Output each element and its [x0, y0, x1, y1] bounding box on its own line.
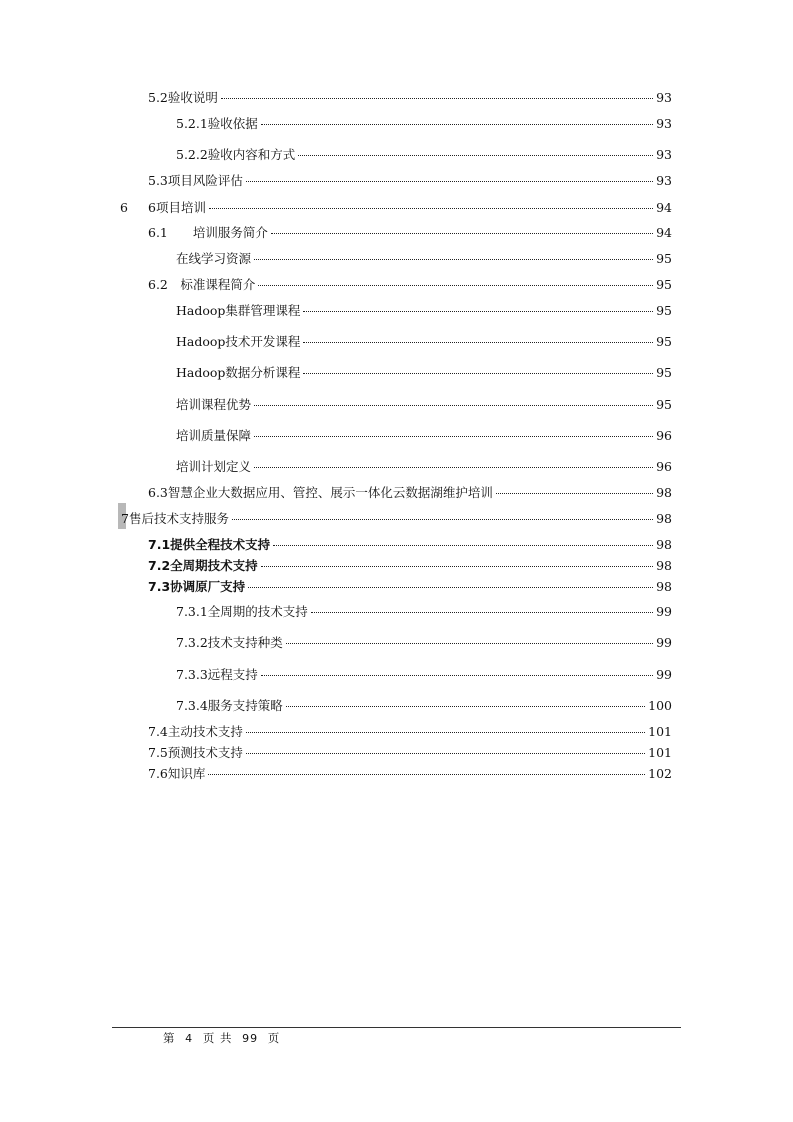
toc-title: 7.4主动技术支持 — [148, 724, 243, 739]
toc-page: 98 — [656, 579, 672, 594]
toc-page: 98 — [656, 537, 672, 552]
toc-title: 6.2 标准课程简介 — [148, 277, 256, 292]
toc-page: 93 — [656, 147, 672, 162]
toc-page: 95 — [656, 251, 672, 266]
toc-page: 95 — [656, 365, 672, 380]
toc-title: 7.3.4服务支持策略 — [176, 698, 283, 713]
toc-page: 96 — [656, 459, 672, 474]
toc-page: 96 — [656, 428, 672, 443]
toc-title: 7.6知识库 — [148, 766, 206, 781]
toc-title: 在线学习资源 — [176, 251, 252, 266]
toc-entry[interactable] — [176, 667, 672, 683]
toc-page: 102 — [648, 766, 672, 781]
chapter-number: 6 — [120, 200, 128, 215]
toc-page: 98 — [656, 558, 672, 573]
toc-leader — [261, 124, 653, 125]
toc-entry[interactable] — [148, 537, 672, 553]
toc-leader — [286, 643, 653, 644]
footer-suffix: 页 — [267, 1031, 281, 1045]
toc-leader — [298, 155, 653, 156]
toc-title: 培训计划定义 — [176, 459, 252, 474]
toc-page: 100 — [648, 698, 672, 713]
toc-page: 99 — [656, 667, 672, 682]
toc-page: 98 — [656, 511, 672, 526]
toc-page: 98 — [656, 485, 672, 500]
toc-page: 99 — [656, 635, 672, 650]
toc-entry[interactable] — [176, 698, 672, 714]
toc-title: 7.3.3远程支持 — [176, 667, 258, 682]
toc-entry[interactable] — [148, 745, 672, 761]
toc-leader — [254, 259, 653, 260]
toc-leader — [286, 706, 645, 707]
toc-page: 95 — [656, 334, 672, 349]
toc-title: 7.1提供全程技术支持 — [148, 537, 271, 552]
toc-entry[interactable] — [148, 173, 672, 189]
toc-entry[interactable] — [148, 90, 672, 106]
toc-entry[interactable] — [176, 334, 672, 350]
toc-entry[interactable] — [176, 116, 672, 132]
toc-leader — [496, 493, 653, 494]
toc-leader — [254, 467, 653, 468]
toc-title: 7.3.2技术支持种类 — [176, 635, 283, 650]
toc-title: 培训质量保障 — [176, 428, 252, 443]
toc-leader — [261, 566, 653, 567]
toc-leader — [303, 373, 653, 374]
toc-title: 5.2.2验收内容和方式 — [176, 147, 296, 162]
toc-leader — [208, 774, 645, 775]
toc-title: 7售后技术支持服务 — [121, 511, 229, 526]
toc-leader — [271, 233, 653, 234]
toc-page: 93 — [656, 90, 672, 105]
toc-title: Hadoop集群管理课程 — [176, 303, 301, 318]
toc-entry[interactable] — [121, 511, 672, 527]
toc-entry[interactable] — [176, 397, 672, 413]
toc-title: 5.3项目风险评估 — [148, 173, 243, 188]
toc-leader — [232, 519, 653, 520]
toc-title: Hadoop数据分析课程 — [176, 365, 301, 380]
toc-title: 7.3.1全周期的技术支持 — [176, 604, 308, 619]
toc-leader — [246, 732, 645, 733]
toc-title: 7.5预测技术支持 — [148, 745, 243, 760]
footer-page-number: 4 — [185, 1032, 194, 1045]
toc-page: 95 — [656, 397, 672, 412]
toc-leader — [303, 342, 653, 343]
toc-page: 94 — [656, 200, 672, 215]
toc-entry[interactable] — [176, 604, 672, 620]
toc-leader — [221, 98, 653, 99]
toc-entry[interactable] — [176, 303, 672, 319]
toc-leader — [248, 587, 653, 588]
toc-page: 94 — [656, 225, 672, 240]
toc-entry[interactable] — [176, 428, 672, 444]
toc-title: 7.3协调原厂支持 — [148, 579, 246, 594]
toc-entry[interactable] — [148, 485, 672, 501]
footer-middle: 页 共 — [202, 1031, 233, 1045]
toc-leader — [311, 612, 653, 613]
toc-entry[interactable] — [148, 200, 672, 216]
toc-leader — [209, 208, 653, 209]
toc-leader — [254, 405, 653, 406]
toc-entry[interactable] — [176, 459, 672, 475]
toc-page: 99 — [656, 604, 672, 619]
toc-entry[interactable] — [148, 724, 672, 740]
toc-entry[interactable] — [176, 251, 672, 267]
toc-page: 101 — [648, 724, 672, 739]
toc-leader — [246, 181, 653, 182]
toc-entry[interactable] — [148, 579, 672, 595]
toc-title: 6.3智慧企业大数据应用、管控、展示一体化云数据湖维护培训 — [148, 485, 493, 500]
toc-title: 7.2全周期技术支持 — [148, 558, 258, 573]
toc-title: 5.2验收说明 — [148, 90, 218, 105]
toc-page: 93 — [656, 173, 672, 188]
toc-title: 培训课程优势 — [176, 397, 252, 412]
toc-leader — [261, 675, 653, 676]
toc-leader — [273, 545, 653, 546]
footer-prefix: 第 — [163, 1031, 176, 1045]
toc-page: 93 — [656, 116, 672, 131]
toc-entry[interactable] — [148, 766, 672, 782]
toc-title: 6项目培训 — [148, 200, 206, 215]
toc-entry[interactable] — [148, 277, 672, 293]
toc-leader — [254, 436, 653, 437]
toc-entry[interactable] — [176, 365, 672, 381]
toc-leader — [258, 285, 653, 286]
toc-title: 5.2.1验收依据 — [176, 116, 258, 131]
toc-page: 95 — [656, 303, 672, 318]
page-footer — [163, 1030, 280, 1046]
footer-total-pages: 99 — [242, 1032, 259, 1045]
toc-entry[interactable] — [148, 558, 672, 574]
toc-title: Hadoop技术开发课程 — [176, 334, 301, 349]
toc-page: 101 — [648, 745, 672, 760]
toc-title: 6.1 培训服务简介 — [148, 225, 268, 240]
toc-entry[interactable] — [176, 147, 672, 163]
toc-page: 95 — [656, 277, 672, 292]
footer-divider — [112, 1027, 681, 1028]
toc-entry[interactable] — [176, 635, 672, 651]
toc-leader — [303, 311, 653, 312]
toc-leader — [246, 753, 645, 754]
toc-entry[interactable] — [148, 225, 672, 241]
